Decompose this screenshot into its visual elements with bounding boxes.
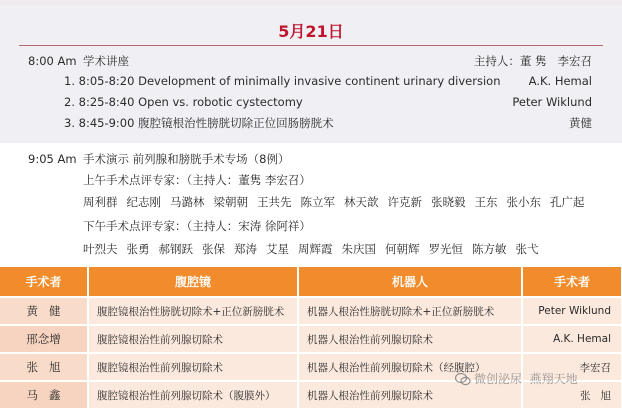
title-divider — [19, 45, 603, 46]
am-experts-list — [83, 195, 594, 209]
wechat-icon — [455, 373, 471, 386]
session1-title: 学术讲座 — [83, 54, 129, 68]
expert-name: 叶烈夫 — [83, 242, 118, 256]
day-schedule-panel — [0, 5, 622, 143]
expert-name: 艾星 — [266, 242, 289, 256]
talk-num: 1. — [64, 74, 75, 88]
talk-2-speaker: Peter Wiklund — [512, 95, 592, 109]
pm-experts-line: 下午手术点评专家：（主持人：宋涛 徐阿祥） — [83, 219, 311, 233]
expert-name: 张勇 — [126, 242, 150, 256]
expert-name: 朱庆国 — [341, 242, 376, 256]
cell-laparoscopic: 腹腔镜根治性前列腺切除术 — [88, 353, 298, 381]
table-header-row — [0, 267, 622, 297]
col-header-surgeon: 手术者 — [0, 267, 88, 297]
expert-name: 周利群 — [83, 195, 118, 209]
talk-time: 8:25-8:40 — [78, 95, 135, 109]
expert-name: 周辉霞 — [298, 242, 333, 256]
cell-laparoscopic: 腹腔镜根治性前列腺切除术（腹膜外） — [88, 381, 298, 408]
expert-name: 陈立军 — [300, 195, 335, 209]
expert-name: 纪志刚 — [126, 195, 161, 209]
expert-name: 陈方敏 — [472, 242, 507, 256]
col-header-surgeon-2: 手术者 — [522, 267, 622, 297]
talk-2 — [64, 95, 303, 109]
talk-time: 8:05-8:20 — [78, 74, 135, 88]
expert-name: 王东 — [474, 195, 498, 209]
talk-num: 3. — [64, 116, 75, 130]
expert-name: 张保 — [202, 242, 225, 256]
table-row — [0, 297, 622, 325]
session1-time: 8:00 Am — [28, 54, 77, 68]
expert-name: 张晓毅 — [431, 195, 466, 209]
talk-title: 腹腔镜根治性膀胱切除正位回肠膀胱术 — [138, 116, 334, 130]
session2-title: 手术演示 前列腺和膀胱手术专场（8例） — [83, 152, 290, 166]
talk-1 — [64, 74, 500, 88]
cell-surgeon: 邢念增 — [0, 325, 88, 353]
talk-3-speaker: 黄健 — [569, 116, 592, 130]
cell-laparoscopic: 腹腔镜根治性膀胱切除术+正位新膀胱术 — [88, 297, 298, 325]
expert-name: 马潞林 — [170, 195, 205, 209]
talk-title: Open vs. robotic cystectomy — [138, 95, 303, 109]
date-title: 5月21日 — [278, 22, 344, 41]
expert-name: 郝钢跃 — [158, 242, 193, 256]
cell-surgeon: 黄 健 — [0, 297, 88, 325]
talk-1-speaker: A.K. Hemal — [528, 74, 592, 88]
cell-surgeon-2: A.K. Hemal — [522, 325, 622, 353]
col-header-laparoscopic: 腹腔镜 — [88, 267, 298, 297]
host-names: 董 隽 李宏召 — [519, 54, 592, 68]
expert-name: 罗光恒 — [428, 242, 463, 256]
cell-surgeon: 马 鑫 — [0, 381, 88, 408]
talk-title: Development of minimally invasive continent urinary diversion — [138, 74, 501, 88]
session1-hosts — [474, 54, 592, 68]
watermark — [455, 370, 578, 387]
expert-name: 何朝辉 — [385, 242, 420, 256]
session2-time: 9:05 Am — [28, 152, 77, 166]
talk-3 — [64, 116, 334, 130]
expert-name: 张小东 — [506, 195, 541, 209]
expert-name: 王共先 — [257, 195, 292, 209]
cell-robotic: 机器人根治性前列腺切除术 — [298, 325, 522, 353]
talk-time: 8:45-9:00 — [78, 116, 135, 130]
cell-surgeon: 张 旭 — [0, 353, 88, 381]
table-row — [0, 325, 622, 353]
expert-name: 郑涛 — [234, 242, 257, 256]
pm-experts-list — [83, 242, 548, 256]
expert-name: 许克新 — [387, 195, 422, 209]
cell-robotic: 机器人根治性膀胱切除术+正位新膀胱术 — [298, 297, 522, 325]
cell-robotic: 机器人根治性前列腺切除术（经腹腔） — [298, 353, 522, 381]
expert-name: 孔广起 — [550, 195, 585, 209]
cell-surgeon-2: 李宏召 — [522, 353, 622, 381]
expert-name: 张弋 — [515, 242, 539, 256]
expert-name: 梁朝朝 — [213, 195, 248, 209]
talk-num: 2. — [64, 95, 75, 109]
host-label: 主持人： — [473, 54, 520, 68]
am-experts-line: 上午手术点评专家：（主持人：董隽 李宏召） — [83, 173, 311, 187]
cell-laparoscopic: 腹腔镜根治性前列腺切除术 — [88, 325, 298, 353]
cell-surgeon-2: Peter Wiklund — [522, 297, 622, 325]
cell-robotic: 机器人根治性前列腺切除术 — [298, 381, 522, 408]
watermark-text: 微创泌尿 燕翔天地 — [474, 372, 578, 386]
cell-surgeon-2: 张 旭 — [522, 381, 622, 408]
col-header-robotic: 机器人 — [298, 267, 522, 297]
expert-name: 林天歆 — [344, 195, 379, 209]
